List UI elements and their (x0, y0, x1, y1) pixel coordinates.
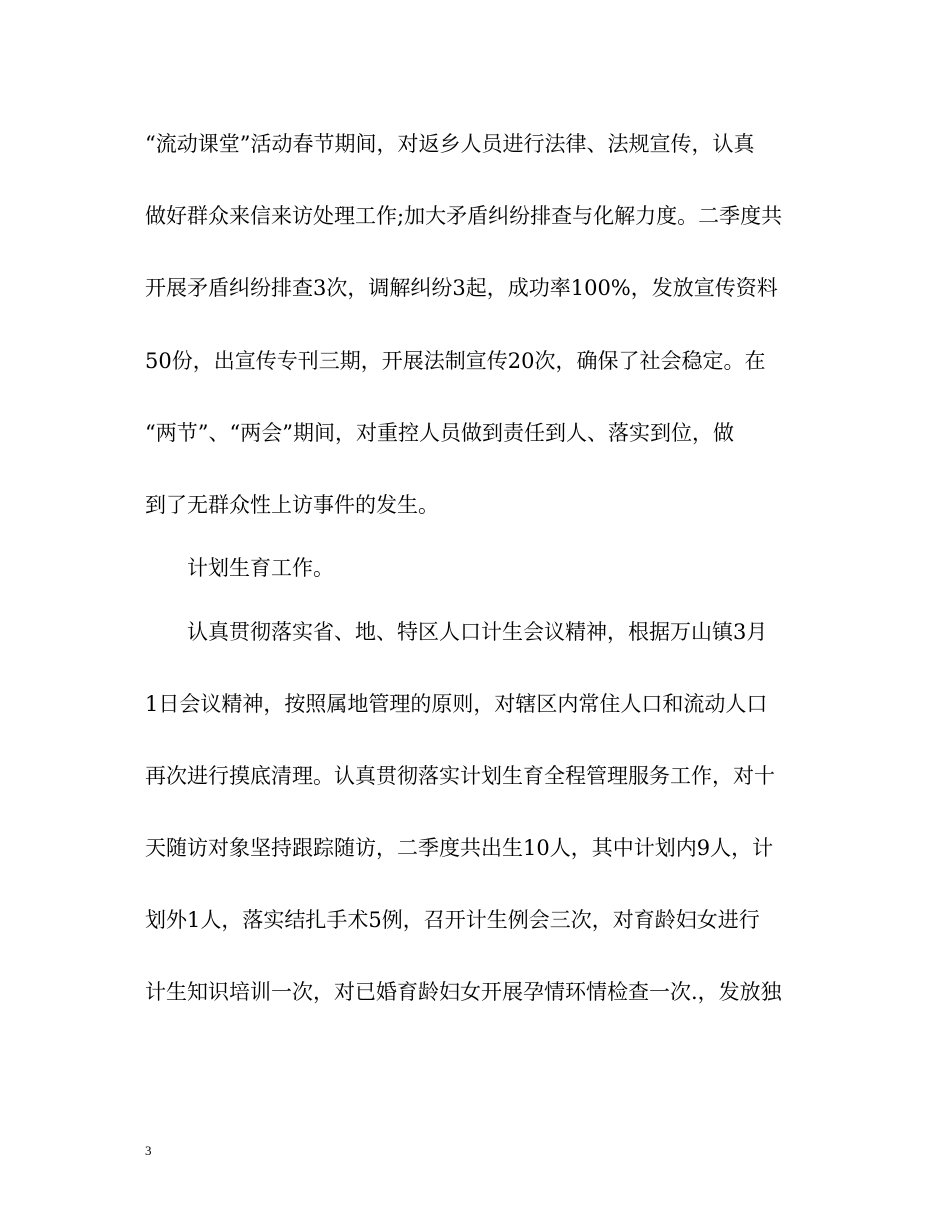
text-line: “流动课堂”活动春节期间，对返乡人员进行法律、法规宣传，认真 (145, 132, 755, 156)
page-number: 3 (145, 1143, 152, 1158)
text-line: 开展矛盾纠纷排查3次，调解纠纷3起，成功率100%，发放宣传资料 (145, 276, 778, 300)
text-line: 做好群众来信来访处理工作;加大矛盾纠纷排查与化解力度。二季度共 (145, 204, 783, 228)
text-line: 计生知识培训一次，对已婚育龄妇女开展孕情环情检查一次.，发放独 (145, 980, 782, 1004)
text-line: 1日会议精神，按照属地管理的原则，对辖区内常住人口和流动人口 (145, 692, 768, 716)
text-line: 再次进行摸底清理。认真贯彻落实计划生育全程管理服务工作，对十 (145, 764, 775, 788)
text-line: “两节”、“两会”期间，对重控人员做到责任到人、落实到位，做 (145, 421, 734, 445)
section-heading: 计划生育工作。 (187, 556, 334, 580)
text-line: 50份，出宣传专刊三期，开展法制宣传20次，确保了社会稳定。在 (145, 349, 766, 373)
text-line: 到了无群众性上访事件的发生。 (145, 493, 439, 517)
text-line: 认真贯彻落实省、地、特区人口计生会议精神，根据万山镇3月 (187, 620, 768, 644)
text-line: 划外1人，落实结扎手术5例，召开计生例会三次，对育龄妇女进行 (145, 908, 760, 932)
text-line: 天随访对象坚持跟踪随访，二季度共出生10人，其中计划内9人，计 (145, 836, 774, 860)
